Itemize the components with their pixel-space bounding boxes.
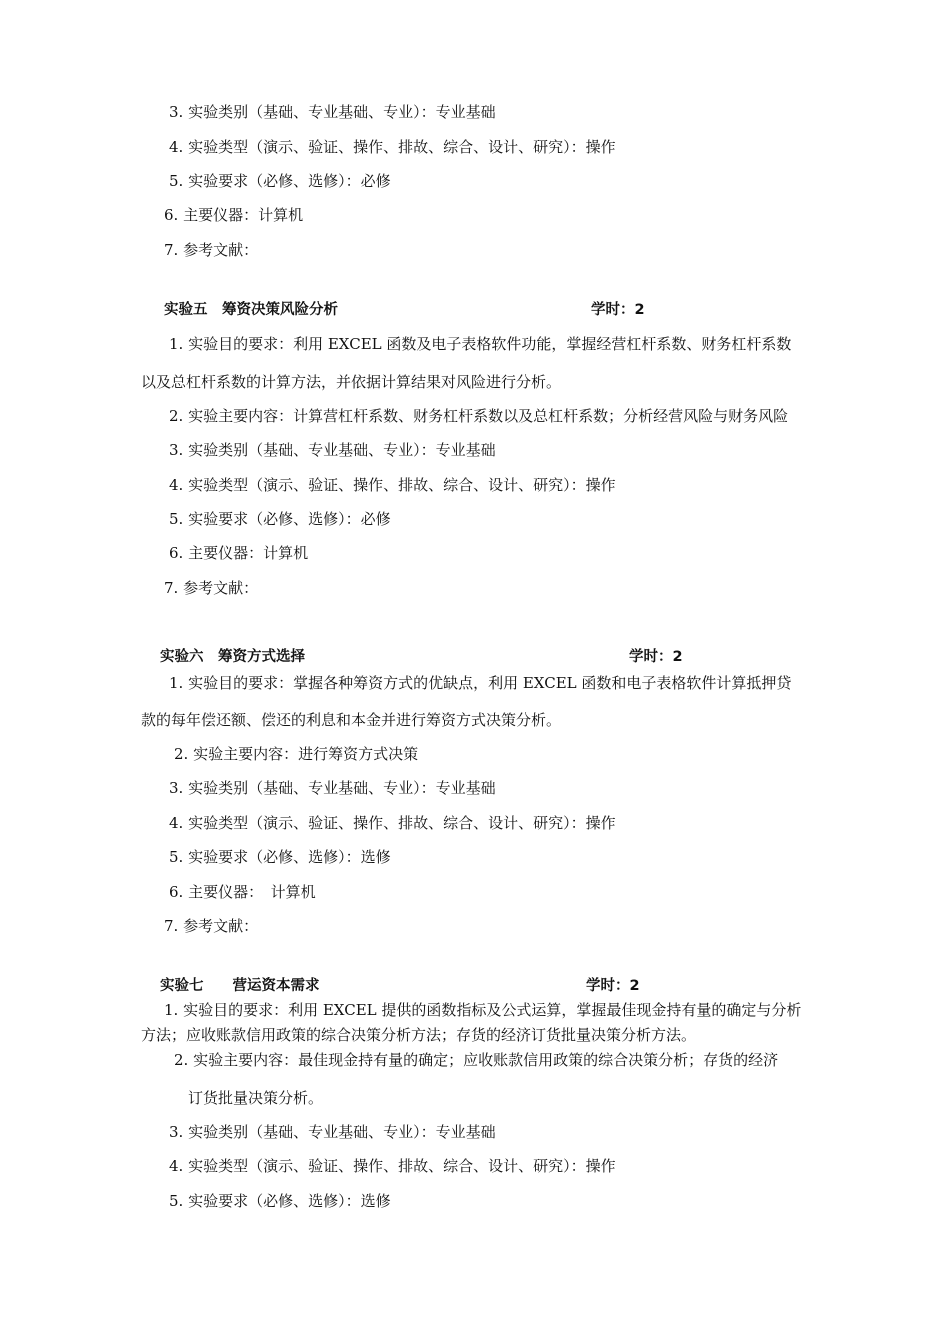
exp6-title: 实验六 筹资方式选择: [160, 649, 305, 665]
exp5-references: 7. 参考文献：: [164, 579, 259, 597]
exp7-goal-line2: 方法；应收账款信用政策的综合决策分析方法；存货的经济订货批量决策分析方法。: [141, 1026, 697, 1044]
exp7-requirement: 5. 实验要求（必修、选修）：选修: [169, 1192, 391, 1210]
exp5-content: 2. 实验主要内容：计算营杠杆系数、财务杠杆系数以及总杠杆系数；分析经营风险与财务风险: [169, 407, 789, 425]
exp6-hours: 学时：2: [629, 649, 683, 665]
exp5-instrument: 6. 主要仪器：计算机: [169, 544, 309, 562]
exp6-instrument: 6. 主要仪器： 计算机: [169, 883, 316, 901]
exp7-content-line1: 2. 实验主要内容：最佳现金持有量的确定；应收账款信用政策的综合决策分析；存货的经济: [174, 1051, 779, 1069]
exp7-title: 实验七 营运资本需求: [160, 978, 320, 994]
exp5-category: 3. 实验类别（基础、专业基础、专业）：专业基础: [169, 441, 496, 459]
exp6-references: 7. 参考文献：: [164, 917, 259, 935]
exp7-type: 4. 实验类型（演示、验证、操作、排故、综合、设计、研究）：操作: [169, 1157, 616, 1175]
intro-requirement: 5. 实验要求（必修、选修）：必修: [169, 172, 391, 190]
exp7-goal-line1: 1. 实验目的要求：利用 EXCEL 提供的函数指标及公式运算，掌握最佳现金持有量的确定与分析: [164, 1001, 802, 1019]
exp7-content-line2: 订货批量决策分析。: [188, 1089, 324, 1107]
exp6-goal-line1: 1. 实验目的要求：掌握各种筹资方式的优缺点，利用 EXCEL 函数和电子表格软件计算抵押贷: [169, 674, 792, 692]
exp6-content: 2. 实验主要内容：进行筹资方式决策: [174, 745, 419, 763]
exp5-type: 4. 实验类型（演示、验证、操作、排故、综合、设计、研究）：操作: [169, 476, 616, 494]
exp5-goal-line1: 1. 实验目的要求：利用 EXCEL 函数及电子表格软件功能，掌握经营杠杆系数、财务杠杆系数: [169, 335, 792, 353]
intro-category: 3. 实验类别（基础、专业基础、专业）：专业基础: [169, 103, 496, 121]
exp6-type: 4. 实验类型（演示、验证、操作、排故、综合、设计、研究）：操作: [169, 814, 616, 832]
intro-instrument: 6. 主要仪器：计算机: [164, 206, 304, 224]
exp5-hours: 学时：2: [591, 302, 645, 318]
exp6-requirement: 5. 实验要求（必修、选修）：选修: [169, 848, 391, 866]
exp5-requirement: 5. 实验要求（必修、选修）：必修: [169, 510, 391, 528]
exp7-category: 3. 实验类别（基础、专业基础、专业）：专业基础: [169, 1123, 496, 1141]
exp5-title: 实验五 筹资决策风险分析: [164, 302, 338, 318]
exp6-goal-line2: 款的每年偿还额、偿还的利息和本金并进行筹资方式决策分析。: [141, 711, 562, 729]
intro-type: 4. 实验类型（演示、验证、操作、排故、综合、设计、研究）：操作: [169, 138, 616, 156]
intro-references: 7. 参考文献：: [164, 241, 259, 259]
exp5-goal-line2: 以及总杠杆系数的计算方法，并依据计算结果对风险进行分析。: [141, 373, 562, 391]
exp6-category: 3. 实验类别（基础、专业基础、专业）：专业基础: [169, 779, 496, 797]
exp7-hours: 学时：2: [586, 978, 640, 994]
